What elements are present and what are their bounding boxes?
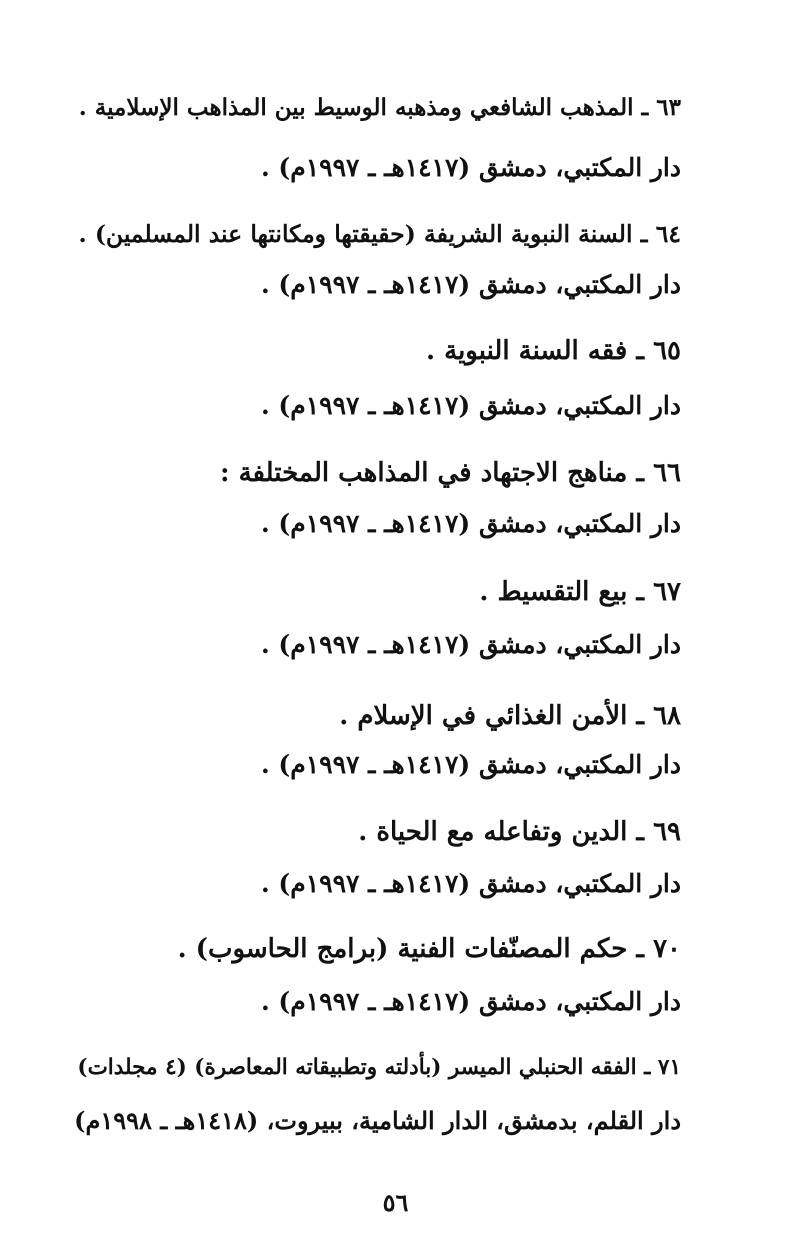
- entry-63-title: ٦٣ ـ المذهب الشافعي ومذهبه الوسيط بين المذاهب الإسلامية .: [78, 94, 681, 121]
- entry-66-title: ٦٦ ـ مناهج الاجتهاد في المذاهب المختلفة :: [219, 458, 681, 488]
- entry-67-title: ٦٧ ـ بيع التقسيط .: [479, 577, 681, 607]
- entry-67-publisher: دار المكتبي، دمشق (١٤١٧هـ ـ ١٩٩٧م) .: [261, 630, 681, 659]
- entry-68-title: ٦٨ ـ الأمن الغذائي في الإسلام .: [339, 701, 681, 731]
- entry-71-publisher: دار القلم، بدمشق، الدار الشامية، ببيروت، (١٤١٨هـ ـ ١٩٩٨م): [74, 1106, 681, 1135]
- entry-64-title: ٦٤ ـ السنة النبوية الشريفة (حقيقتها ومكانتها عند المسلمين) .: [78, 220, 681, 248]
- entry-66-publisher: دار المكتبي، دمشق (١٤١٧هـ ـ ١٩٩٧م) .: [261, 509, 681, 538]
- entry-64-publisher: دار المكتبي، دمشق (١٤١٧هـ ـ ١٩٩٧م) .: [261, 270, 681, 299]
- entry-69-title: ٦٩ ـ الدين وتفاعله مع الحياة .: [358, 817, 681, 847]
- entry-71-title: ٧١ ـ الفقه الحنبلي الميسر (بأدلته وتطبيقاته المعاصرة) (٤ مجلدات): [77, 1055, 681, 1080]
- page-number: ٥٦: [382, 1188, 409, 1217]
- entry-69-publisher: دار المكتبي، دمشق (١٤١٧هـ ـ ١٩٩٧م) .: [261, 869, 681, 898]
- entry-65-publisher: دار المكتبي، دمشق (١٤١٧هـ ـ ١٩٩٧م) .: [261, 391, 681, 420]
- entry-65-title: ٦٥ ـ فقه السنة النبوية .: [426, 336, 681, 366]
- entry-63-publisher: دار المكتبي، دمشق (١٤١٧هـ ـ ١٩٩٧م) .: [261, 153, 681, 182]
- entry-70-publisher: دار المكتبي، دمشق (١٤١٧هـ ـ ١٩٩٧م) .: [261, 987, 681, 1016]
- entry-70-title: ٧٠ ـ حكم المصنّفات الفنية (برامج الحاسوب) .: [177, 934, 681, 964]
- entry-68-publisher: دار المكتبي، دمشق (١٤١٧هـ ـ ١٩٩٧م) .: [261, 750, 681, 779]
